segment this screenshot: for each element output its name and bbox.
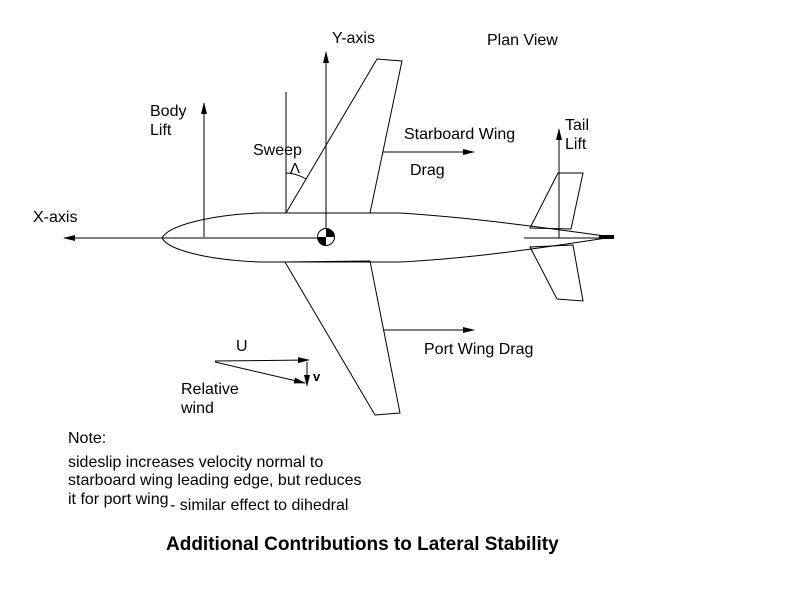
note-suffix: - similar effect to dihedral (170, 497, 349, 514)
sweep-label: Sweep (253, 142, 302, 159)
plan-view-label: Plan View (487, 32, 558, 49)
port-tailplane-outline (530, 245, 583, 301)
forward-velocity-arrow (215, 360, 309, 361)
starboard-tailplane-outline (530, 173, 583, 229)
forward-velocity-label: U (236, 338, 248, 355)
drag-label: Drag (410, 162, 445, 179)
body-lift-label: Body Lift (150, 103, 187, 139)
note-line: starboard wing leading edge, but reduces (68, 472, 362, 489)
port-wing-outline (285, 261, 400, 415)
note-heading: Note: (68, 430, 107, 447)
starboard-wing-outline (286, 59, 402, 213)
y-axis-label: Y-axis (332, 30, 375, 47)
tail-lift-label: Tail Lift (565, 117, 590, 153)
page-title: Additional Contributions to Lateral Stability (166, 534, 559, 555)
relative-wind-label: Relative wind (181, 381, 239, 417)
x-axis-label: X-axis (33, 209, 78, 226)
note-line: sideslip increases velocity normal to (68, 454, 324, 471)
sweep-angle-symbol-label: Λ (290, 160, 301, 177)
center-of-gravity-symbol (318, 229, 335, 246)
note-line: it for port wing (68, 491, 169, 508)
sideslip-velocity-label: v (313, 369, 321, 384)
port-wing-drag-label: Port Wing Drag (424, 341, 534, 358)
starboard-wing-label: Starboard Wing (404, 126, 516, 143)
